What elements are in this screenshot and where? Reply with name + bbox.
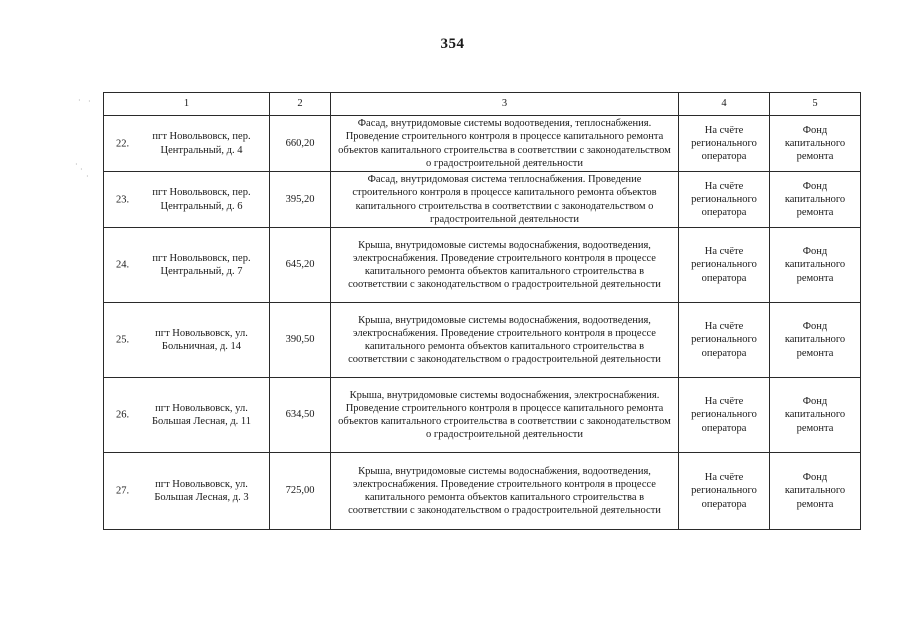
address-text: пгт Новольвовск, ул. Большая Лесная, д. 3 <box>154 478 249 503</box>
table-row <box>104 378 861 453</box>
work-description-cell: Крыша, внутридомовые системы водоснабжения, водоотведения, электроснабжения. Проведение строительного контроля в процессе капитального ремонта объектов капитального строительства в соответствии с законодательством о градостроительной деятельности <box>331 303 679 378</box>
amount-cell: 634,50 <box>270 378 331 453</box>
fund-cell: Фонд капитального ремонта <box>770 228 861 303</box>
column-header: 4 <box>679 93 770 116</box>
work-description-cell: Фасад, внутридомовая система теплоснабжения. Проведение строительного контроля в процессе капитального ремонта объектов капитального строительства в соответствии с законодательством о градостроительной деятельности <box>331 172 679 228</box>
row-number: 27. <box>116 485 130 497</box>
address-cell <box>104 172 270 228</box>
address-text: пгт Новольвовск, ул. Большая Лесная, д. 11 <box>151 402 252 427</box>
column-header: 3 <box>331 93 679 116</box>
column-header: 5 <box>770 93 861 116</box>
page-number: 354 <box>440 36 465 52</box>
table-row <box>104 116 861 172</box>
amount-cell: 725,00 <box>270 453 331 530</box>
address-text: пгт Новольвовск, пер. Центральный, д. 6 <box>152 187 251 212</box>
work-description-cell: Крыша, внутридомовые системы водоснабжения, водоотведения, электроснабжения. Проведение строительного контроля в процессе капитального ремонта объектов капитального строительства в соответствии с законодательством о градостроительной деятельности <box>331 228 679 303</box>
fund-cell: Фонд капитального ремонта <box>770 172 861 228</box>
scan-speck: · <box>80 165 83 174</box>
fund-cell: Фонд капитального ремонта <box>770 378 861 453</box>
address-cell <box>104 378 270 453</box>
column-header: 2 <box>270 93 331 116</box>
header-row <box>104 93 861 116</box>
amount-cell: 395,20 <box>270 172 331 228</box>
amount-cell: 390,50 <box>270 303 331 378</box>
row-number: 23. <box>116 193 130 205</box>
fund-cell: Фонд капитального ремонта <box>770 453 861 530</box>
amount-cell: 645,20 <box>270 228 331 303</box>
fund-cell: Фонд капитального ремонта <box>770 303 861 378</box>
table-row <box>104 303 861 378</box>
address-text: пгт Новольвовск, ул. Больничная, д. 14 <box>155 327 248 352</box>
scan-speck: · <box>78 96 81 105</box>
scan-speck: · <box>88 97 91 106</box>
address-cell <box>104 303 270 378</box>
scan-speck: · <box>75 160 78 169</box>
address-cell <box>104 453 270 530</box>
table-row <box>104 172 861 228</box>
scan-speck: · <box>86 172 89 181</box>
account-cell: На счёте регионального оператора <box>679 303 770 378</box>
amount-cell: 660,20 <box>270 116 331 172</box>
address-text: пгт Новольвовск, пер. Центральный, д. 4 <box>152 131 251 156</box>
row-number: 24. <box>116 259 130 271</box>
account-cell: На счёте регионального оператора <box>679 453 770 530</box>
address-cell <box>104 228 270 303</box>
work-description-cell: Крыша, внутридомовые системы водоснабжения, электроснабжения. Проведение строительного контроля в процессе капитального ремонта объектов капитального строительства в соответствии с законодательством о градостроительной деятельности <box>331 378 679 453</box>
column-header: 1 <box>104 93 270 116</box>
address-cell <box>104 116 270 172</box>
account-cell: На счёте регионального оператора <box>679 116 770 172</box>
works-table <box>103 92 861 530</box>
table-row <box>104 453 861 530</box>
row-number: 25. <box>116 334 130 346</box>
table-row <box>104 228 861 303</box>
account-cell: На счёте регионального оператора <box>679 228 770 303</box>
account-cell: На счёте регионального оператора <box>679 378 770 453</box>
row-number: 22. <box>116 137 130 149</box>
work-description-cell: Фасад, внутридомовые системы водоотведения, теплоснабжения. Проведение строительного контроля в процессе капитального ремонта объектов капитального строительства в соответствии с законодательством о градостроительной деятельности <box>331 116 679 172</box>
fund-cell: Фонд капитального ремонта <box>770 116 861 172</box>
work-description-cell: Крыша, внутридомовые системы водоснабжения, водоотведения, электроснабжения. Проведение строительного контроля в процессе капитального ремонта объектов капитального строительства в соответствии с законодательством о градостроительной деятельности <box>331 453 679 530</box>
row-number: 26. <box>116 409 130 421</box>
address-text: пгт Новольвовск, пер. Центральный, д. 7 <box>152 252 251 277</box>
account-cell: На счёте регионального оператора <box>679 172 770 228</box>
